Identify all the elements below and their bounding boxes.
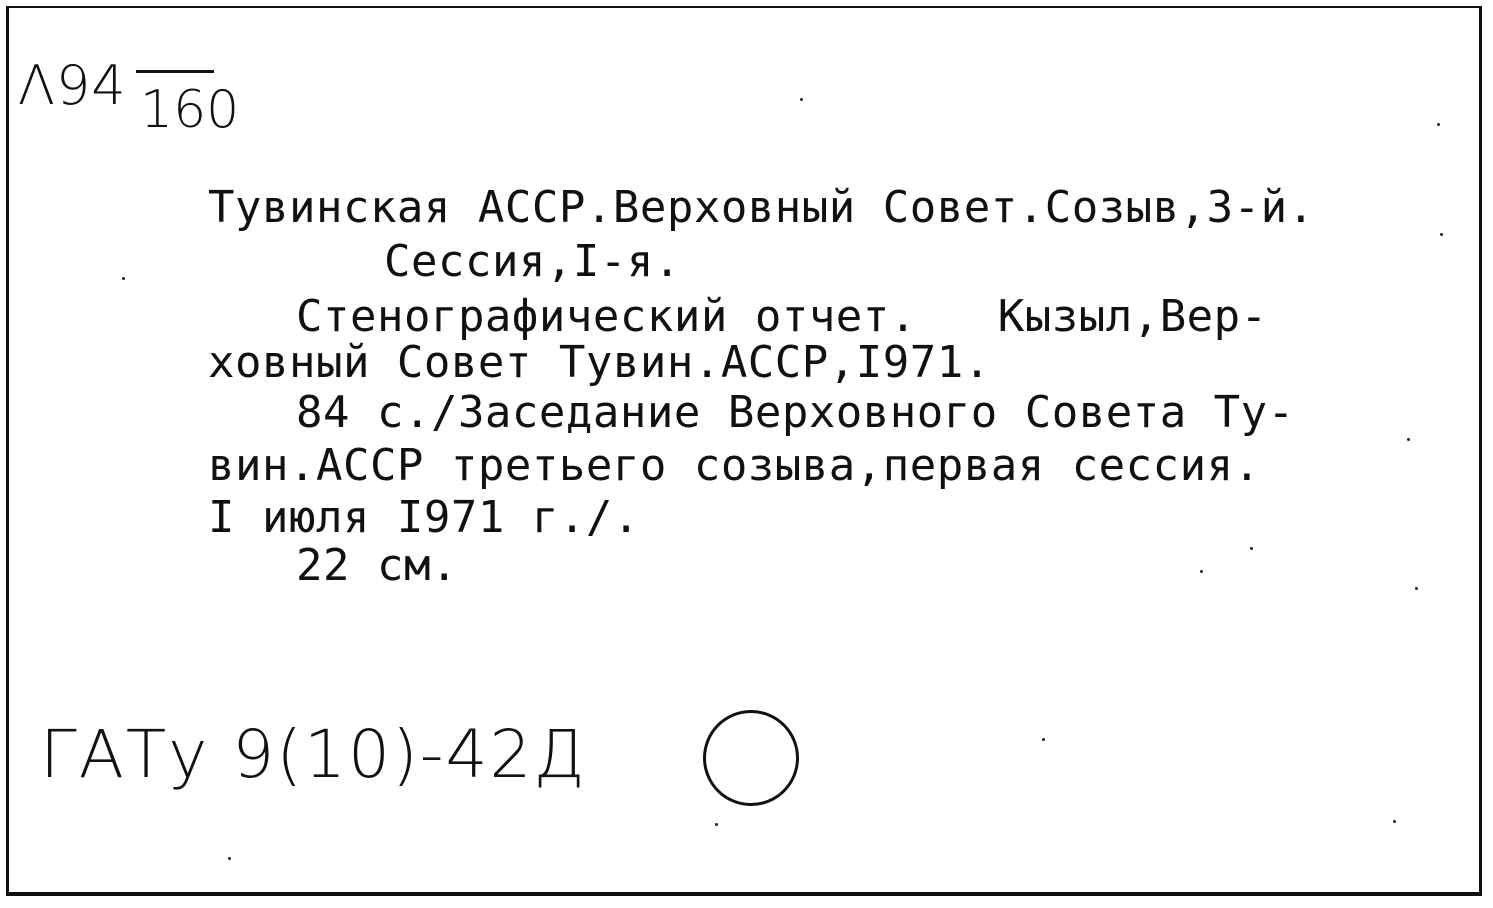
card-line-4: ховный Совет Тувин.АССР,I971.	[208, 337, 991, 388]
archive-code: ГАТу 9(10)-42Д	[40, 716, 587, 793]
card-line-3: Стенографический отчет. Кызыл,Вер-	[296, 291, 1268, 342]
shelf-mark-overline	[136, 70, 214, 73]
speck	[800, 98, 803, 101]
speck	[1407, 438, 1410, 441]
speck	[1415, 587, 1418, 590]
card-line-1: Тувинская АССР.Верховный Совет.Созыв,3-й.	[208, 182, 1315, 233]
card-line-6: вин.АССР третьего созыва,первая сессия.	[208, 440, 1261, 491]
punch-hole-circle	[703, 710, 799, 806]
card-line-2: Сессия,I-я.	[384, 236, 681, 287]
speck	[1437, 123, 1440, 126]
speck	[1393, 820, 1396, 823]
speck	[1440, 233, 1443, 236]
speck	[1250, 547, 1253, 550]
card-line-5: 84 с./Заседание Верховного Совета Ту-	[296, 387, 1295, 438]
speck	[715, 823, 718, 826]
speck	[228, 857, 231, 860]
shelf-mark-number: 160	[140, 80, 240, 140]
card-line-7: I июля I971 г./.	[208, 492, 640, 543]
speck	[122, 277, 125, 280]
speck	[1200, 570, 1203, 573]
card-line-8: 22 см.	[296, 540, 458, 591]
speck	[1042, 738, 1045, 741]
shelf-mark-prefix: Λ94	[18, 54, 127, 117]
